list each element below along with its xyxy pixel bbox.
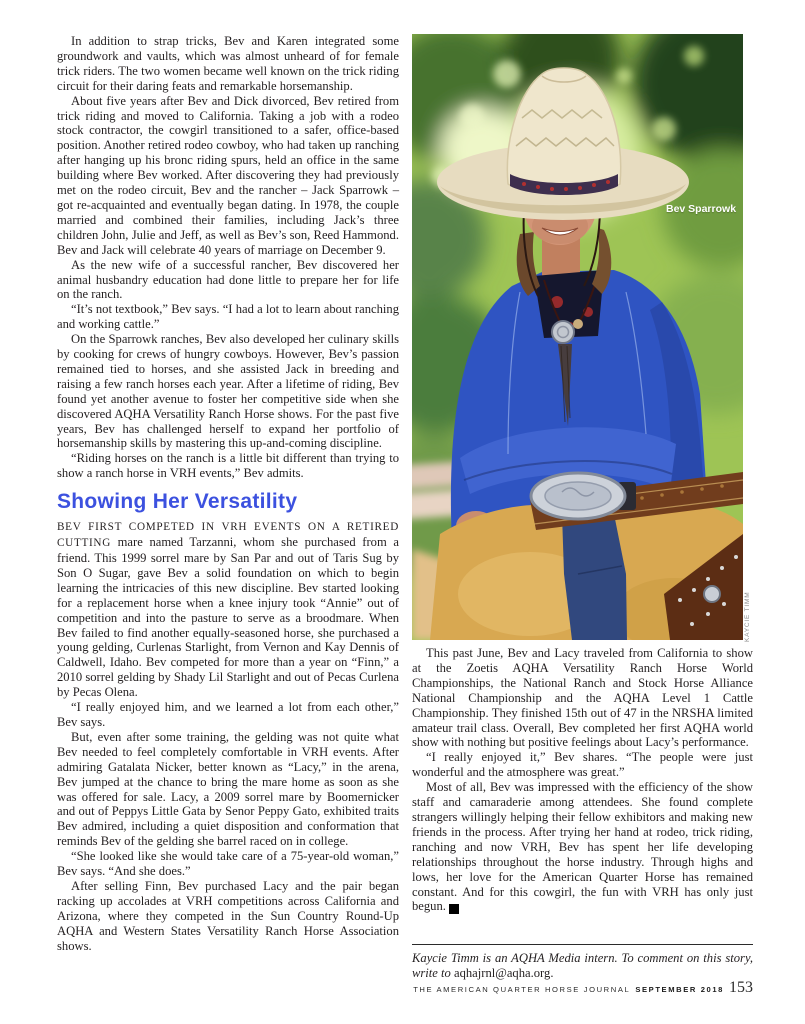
- byline: [412, 951, 753, 981]
- journal-name: THE AMERICAN QUARTER HORSE JOURNAL: [413, 985, 631, 994]
- byline-period: .: [550, 966, 554, 981]
- byline-text: Kaycie Timm is an AQHA Media intern. To comment on this story, write to: [412, 951, 753, 981]
- paragraph: On the Sparrowk ranches, Bev also developed her culinary skills by cooking for crews of hungry cowboys. However, Bev’s passion remained tied to horses, and she assisted Jack in breeding and raising a few ranch horses each year. After a lifetime of riding, Bev found yet another avenue to foster her competitive side when she discovered AQHA Versatility Ranch Horse shows. For the past five years, Bev has challenged herself to expand her portfolio of horsemanship skills by mastering this up-and-coming discipline.: [57, 332, 399, 451]
- issue-date: SEPTEMBER 2018: [635, 985, 724, 994]
- bev-sparrowk-photo: [412, 34, 743, 640]
- right-column: [412, 646, 753, 914]
- page-footer: [412, 979, 753, 996]
- lead-in-rest: mare named Tarzanni, whom she purchased from a friend. This 1999 sorrel mare by San Par and out of Taris Sug by Son O Sugar, gave Bev a solid foundation on which to begin learning the intricacies of this new discipline. Bev started looking for a replacement horse when a knee injury took “Annie” out of competition and into the pasture to serve as a broodmare. When Bev failed to find another equally-seasoned horse, she purchased a young gelding, Curlenas Starlight, from Vernon and Kay Dennis of Caldwell, Idaho. Bev competed for more than a year on “Finn,” a 2010 sorrel gelding by Shady Lil Starlight and out of Pecas Curlena by Pecas Olena.: [57, 535, 399, 700]
- paragraph-text: Most of all, Bev was impressed with the efficiency of the show staff and camaraderie among attendees. She found complete strangers willingly helping their fellow exhibitors and making new friends in the process. After trying her hand at rodeo, trick riding, ranching and now VRH, Bev has spent her life developing relationships throughout the horse industry. Through highs and lows, her love for the American Quarter Horse has remained constant. And for this cowgirl, the fun with VRH has only just begun.: [412, 780, 753, 914]
- paragraph: “She looked like she would take care of a 75-year-old woman,” Bev says. “And she does.”: [57, 849, 399, 879]
- end-of-story-icon: Q: [449, 904, 459, 914]
- section-heading: Showing Her Versatility: [57, 490, 298, 514]
- paragraph: As the new wife of a successful rancher, Bev discovered her animal husbandry education had done little to prepare her for life on the ranch.: [57, 257, 399, 302]
- paragraph: “Riding horses on the ranch is a little bit different than trying to show a ranch horse in VRH events,” Bev admits.: [57, 451, 399, 481]
- paragraph: But, even after some training, the gelding was not quite what Bev needed to feel completely comfortable in VRH events. After admiring Gatalata Nicker, better known as “Lacy,” in the arena, Bev jumped at the chance to bring the mare home as soon as she was offered for sale. Lacy, a 2009 sorrel mare by Boomernicker and out of Peppys Little Gata by Senor Peppy Gato, exhibited traits Bev admired, including a quiet disposition and conformation that reminds Bev of the gelding she barrel raced on in college.: [57, 729, 399, 849]
- paragraph: [412, 780, 753, 914]
- lead-paragraph: [57, 519, 399, 700]
- paragraph: This past June, Bev and Lacy traveled from California to show at the Zoetis AQHA Versatility Ranch Horse World Championships, the National Ranch and Stock Horse Alliance National Championship and the AQHA Level 1 Cattle Championship. They finished 15th out of 47 in the NRSHA limited amateur trail class. Overall, Bev completed her first AQHA world show with nothing but positive feelings about Lacy’s performance.: [412, 646, 753, 750]
- paragraph: “It’s not textbook,” Bev says. “I had a lot to learn about ranching and working cattle.”: [57, 302, 399, 332]
- lead-in-caps: BEV FIRST COMPETED IN VRH EVENTS ON A RETIRED CUTTING: [57, 521, 399, 550]
- byline-divider: [412, 944, 753, 945]
- paragraph: After selling Finn, Bev purchased Lacy and the pair began racking up accolades at VRH competitions across California and Arizona, where they competed in the Sun Country Round-Up AQHA and Western States Versatility Ranch Horse Association shows.: [57, 878, 399, 953]
- paragraph: In addition to strap tricks, Bev and Karen integrated some groundwork and vaults, which was almost unheard of for female trick riders. The two women became well known on the trick riding circuit for their daring feats and remarkable horsemanship.: [57, 34, 399, 93]
- page-number: 153: [729, 979, 753, 996]
- photo-illustration: [412, 34, 743, 640]
- byline-email: aqhajrnl@aqha.org: [453, 966, 551, 981]
- photo-credit: KAYCIE TIMM: [744, 591, 751, 642]
- paragraph: About five years after Bev and Dick divorced, Bev retired from trick riding and moved to California. Taking a job with a rodeo stock contractor, the cowgirl transitioned to a safer, office-based position. Another retired rodeo cowboy, who had taken up ranching after hanging up his bronc riding spurs, held an office in the same building where Bev worked. After discovering they had previously met on the rodeo circuit, Bev and the rancher – Jack Sparrowk – got re-acquainted and eventually began dating. In 1978, the couple married and combined their families, including Jack’s three children John, Julie and Jeff, as well as Bev’s son, Reed Hammond. Bev and Jack will celebrate 40 years of marriage on December 9.: [57, 93, 399, 257]
- paragraph: “I really enjoyed him, and we learned a lot from each other,” Bev says.: [57, 700, 399, 729]
- photo-caption: Bev Sparrowk: [666, 203, 737, 215]
- left-column: [57, 34, 399, 953]
- paragraph: “I really enjoyed it,” Bev shares. “The people were just wonderful and the atmosphere was great.”: [412, 750, 753, 780]
